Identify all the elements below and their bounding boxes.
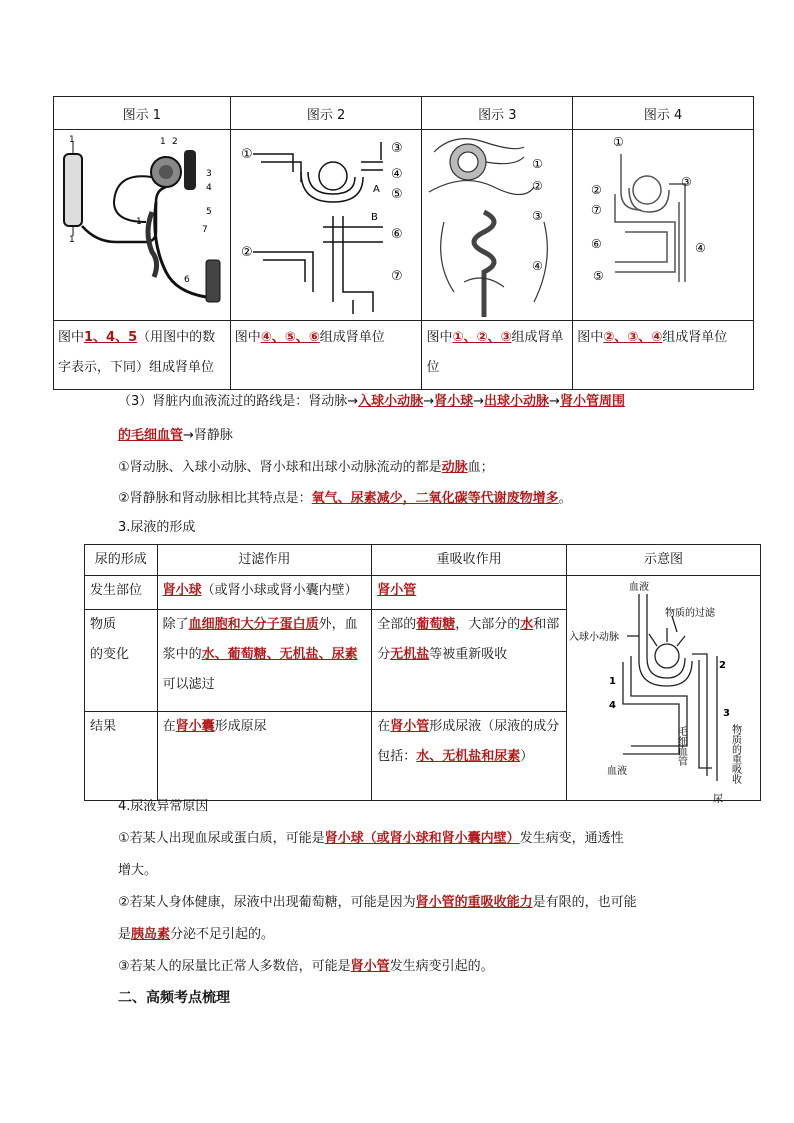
fig3-label: ② (532, 179, 544, 193)
fig1-label: 1 (160, 137, 166, 147)
section-4-title: 4.尿液异常原因 (118, 799, 209, 814)
abnormal-2-cont: 是胰岛素分泌不足引起的。 (118, 927, 275, 942)
fig2-label: ⑥ (390, 227, 403, 242)
reabsorption-result: 在肾小管形成尿液（尿液的成分包括：水、无机盐和尿素） (372, 712, 567, 801)
fig3-label: ① (532, 157, 544, 171)
diagram-label: 1 (608, 676, 616, 687)
fig-header-1: 图示 1 (54, 97, 231, 130)
figure-4-cell (573, 130, 754, 321)
diagram-label: 入球小动脉 (568, 632, 619, 643)
fig4-label: ① (613, 135, 624, 149)
row-site-label: 发生部位 (85, 576, 158, 610)
nephron-figure-table (53, 96, 754, 390)
reabsorption-site: 肾小管 (372, 576, 567, 610)
t2-header: 过滤作用 (157, 545, 372, 576)
figure-3-nephron (424, 132, 570, 318)
figure-2-nephron (233, 132, 420, 318)
fig4-label: ③ (681, 175, 692, 189)
fig4-label: ⑦ (591, 203, 602, 217)
abnormal-1: ①若某人出现血尿或蛋白质，可能是肾小球（或肾小球和肾小囊内壁）发生病变，通透性 (118, 831, 624, 846)
diagram-label: 毛细血管 (675, 726, 687, 766)
diagram-label: 4 (608, 700, 616, 711)
blood-path-line-2: 的毛细血管→肾静脉 (118, 428, 233, 443)
t2-header: 示意图 (566, 545, 760, 576)
fig4-label: ④ (695, 241, 706, 255)
filtration-site: 肾小球（或肾小球或肾小囊内壁） (157, 576, 372, 610)
fig2-label: ② (240, 245, 253, 260)
fig-caption-3: 图中①、②、③组成肾单位 (422, 321, 573, 390)
figure-3-cell (422, 130, 573, 321)
blood-path-line-1: （3）肾脏内血液流过的路线是：肾动脉→入球小动脉→肾小球→出球小动脉→肾小管周围 (118, 394, 625, 409)
diagram-label: 物质的过滤 (664, 608, 715, 619)
fig2-label: ① (240, 147, 253, 162)
diagram-label: 2 (718, 660, 726, 671)
fig2-label: ⑤ (390, 187, 403, 202)
fig2-label: ④ (390, 167, 403, 182)
diagram-label: 血液 (606, 766, 627, 777)
abnormal-2: ②若某人身体健康，尿液中出现葡萄糖，可能是因为肾小管的重吸收能力是有限的，也可能 (118, 895, 637, 910)
urine-formation-table (84, 544, 761, 805)
fig2-label: ⑦ (390, 269, 403, 284)
row-result-label: 结果 (85, 712, 158, 801)
diagram-label: 3 (722, 708, 730, 719)
fig-header-3: 图示 3 (422, 97, 573, 130)
abnormal-1-cont: 增大。 (118, 863, 158, 878)
urine-formation-diagram (567, 576, 760, 805)
fig1-label: 1 (136, 217, 142, 227)
fig1-label: 6 (184, 275, 190, 285)
filtration-change: 除了血细胞和大分子蛋白质外，血浆中的水、葡萄糖、无机盐、尿素可以滤过 (157, 610, 372, 712)
section-heading-2: 二、高频考点梳理 (118, 990, 230, 1006)
blood-note-2: ②肾静脉和肾动脉相比其特点是：氧气、尿素减少，二氧化碳等代谢废物增多。 (118, 491, 572, 506)
fig-header-2: 图示 2 (230, 97, 422, 130)
fig-caption-2: 图中④、⑤、⑥组成肾单位 (230, 321, 422, 390)
fig-caption-1: 图中1、4、5（用图中的数字表示，下同）组成肾单位 (54, 321, 231, 390)
blood-note-1: ①肾动脉、入球小动脉、肾小球和出球小动脉流动的都是动脉血； (118, 460, 494, 475)
t2-header: 重吸收作用 (372, 545, 567, 576)
fig-header-4: 图示 4 (573, 97, 754, 130)
fig4-label: ⑥ (591, 237, 602, 251)
fig4-label: ⑤ (593, 269, 604, 283)
reabsorption-change: 全部的葡萄糖，大部分的水和部分无机盐等被重新吸收 (372, 610, 567, 712)
fig1-label: 1 (69, 135, 75, 145)
fig4-label: ② (591, 183, 602, 197)
fig1-label: 2 (172, 137, 178, 147)
section-3-title: 3.尿液的形成 (118, 520, 196, 535)
t2-header: 尿的形成 (85, 545, 158, 576)
diagram-label: 物质的重吸收 (729, 724, 741, 784)
fig-caption-4: 图中②、③、④组成肾单位 (573, 321, 754, 390)
fig1-label: 1 (69, 235, 75, 245)
filtration-result: 在肾小囊形成原尿 (157, 712, 372, 801)
figure-1-cell (54, 130, 231, 321)
fig3-label: ③ (532, 209, 544, 223)
diagram-cell (566, 576, 760, 805)
fig3-label: ④ (532, 259, 544, 273)
fig1-label: 5 (206, 207, 212, 217)
figure-1-nephron (56, 132, 228, 318)
fig2-label: B (370, 212, 378, 223)
abnormal-3: ③若某人的尿量比正常人多数倍，可能是肾小管发生病变引起的。 (118, 959, 494, 974)
fig2-label: ③ (390, 141, 403, 156)
diagram-label: 尿 (712, 794, 723, 805)
figure-2-cell (230, 130, 422, 321)
fig2-label: A (372, 184, 380, 195)
fig1-label: 3 (206, 169, 212, 179)
row-change-label: 物质 的变化 (85, 610, 158, 712)
figure-4-nephron (575, 132, 751, 318)
fig1-label: 4 (206, 183, 212, 193)
diagram-label: 血液 (628, 582, 649, 593)
fig1-label: 7 (202, 225, 208, 235)
